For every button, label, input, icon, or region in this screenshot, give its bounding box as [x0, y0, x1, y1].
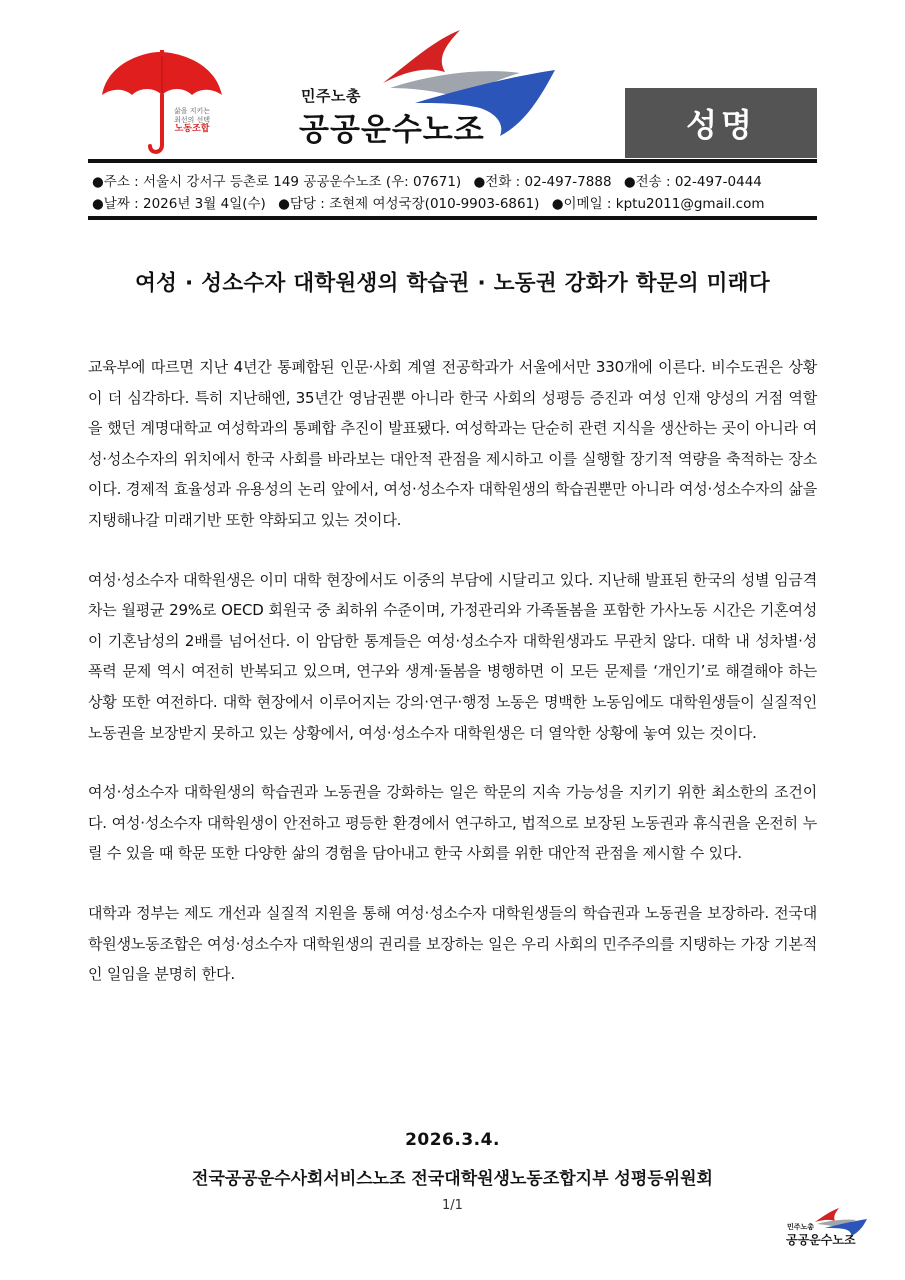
contact-row-2	[92, 192, 772, 212]
footer-logo-small-text: 민주노총	[787, 1223, 815, 1231]
contact-fax: ●전송 : 02-497-0444	[623, 174, 762, 190]
contact-email[interactable]: ●이메일 : kptu2011@gmail.com	[551, 196, 765, 212]
body-paragraph: 여성·성소수자 대학원생은 이미 대학 현장에서도 이중의 부담에 시달리고 있다. 지난해 발표된 한국의 성별 임금격차는 월평균 29%로 OECD 회원국 중 최하위 수준이며, 가정관리와 가족돌봄을 포함한 가사노동 시간은 기혼여성이 기혼남성의 2배를 넘어선다. 이 암담한 통계들은 여성·성소수자 대학원생과도 무관치 않다. 대학 내 성차별·성폭력 문제 역시 여전히 반복되고 있으며, 연구와 생계·돌봄을 병행하면 이 모든 문제를 ‘개인기’로 해결해야 하는 상황 또한 여전하다. 대학 현장에서 이루어지는 강의·연구·행정 노동은 명백한 노동임에도 대학원생들이 실질적인 노동권을 보장받지 못하고 있는 상황에서, 여성·성소수자 대학원생은 더 열악한 상황에 놓여 있는 것이다.	[88, 570, 817, 742]
body-paragraph: 대학과 정부는 제도 개선과 실질적 지원을 통해 여성·성소수자 대학원생들의 학습권과 노동권을 보장하라. 전국대학원생노동조합은 여성·성소수자 대학원생의 권리를 보장하는 일은 우리 사회의 민주주의를 지탱하는 가장 기본적인 일임을 분명히 한다.	[88, 903, 817, 984]
umbrella-slogan-union: 노동조합	[174, 124, 210, 134]
logo-small-text: 민주노총	[301, 87, 361, 105]
header-divider-bottom	[88, 216, 817, 220]
logo-main-text: 공공운수노조	[299, 112, 485, 148]
page-number: 1/1	[442, 1198, 463, 1213]
contact-address: ●주소 : 서울시 강서구 등촌로 149 공공운수노조 (우: 07671)	[92, 174, 462, 190]
umbrella-slogan-line: 삶을 지키는	[173, 107, 211, 115]
statement-date: 2026.3.4.	[405, 1130, 500, 1150]
body-paragraph: 교육부에 따르면 지난 4년간 통폐합된 인문·사회 계열 전공학과가 서울에서만 330개에 이른다. 비수도권은 상황이 더 심각하다. 특히 지난해엔, 35년간 영남권뿐 아니라 한국 사회의 성평등 증진과 여성 인재 양성의 거점 역할을 했던 계명대학교 여성학과의 통폐합 추진이 발표됐다. 여성학과는 단순히 관련 지식을 생산하는 곳이 아니라 여성·성소수자의 위치에서 한국 사회를 바라보는 대안적 관점을 제시하고 이를 실행할 장기적 역량을 축적하는 장소이다. 경제적 효율성과 유용성의 논리 앞에서, 여성·성소수자 대학원생의 학습권뿐만 아니라 여성·성소수자의 삶을 지탱해나갈 미래기반 또한 약화되고 있는 것이다.	[88, 358, 817, 529]
statement-headline: 여성 · 성소수자 대학원생의 학습권 · 노동권 강화가 학문의 미래다	[135, 271, 770, 296]
contact-date: ●날짜 : 2026년 3월 4일(수)	[92, 196, 266, 212]
statement-body	[88, 352, 817, 1019]
contact-row-1	[92, 170, 770, 190]
issuing-organization: 전국공공운수사회서비스노조 전국대학원생노동조합지부 성평등위원회	[192, 1169, 713, 1189]
umbrella-slogan	[162, 107, 222, 134]
umbrella-slogan-line: 최선의 선택	[173, 116, 211, 124]
body-paragraph: 여성·성소수자 대학원생의 학습권과 노동권을 강화하는 일은 학문의 지속 가능성을 지키기 위한 최소한의 조건이다. 여성·성소수자 대학원생이 안전하고 평등한 환경에서 연구하고, 법적으로 보장된 노동권과 휴식권을 온전히 누릴 수 있을 때 학문 또한 다양한 삶의 경험을 담아내고 한국 사회를 위한 대안적 관점을 제시할 수 있다.	[88, 783, 817, 863]
contact-phone: ●전화 : 02-497-7888	[473, 174, 612, 190]
document-type-badge: 성명	[625, 88, 817, 158]
letterhead	[0, 0, 905, 165]
contact-person: ●담당 : 조현제 여성국장(010-9903-6861)	[278, 196, 540, 212]
footer-logo-main-text: 공공운수노조	[786, 1233, 856, 1247]
header-divider-top	[88, 159, 817, 163]
umbrella-logo-icon	[100, 50, 225, 160]
